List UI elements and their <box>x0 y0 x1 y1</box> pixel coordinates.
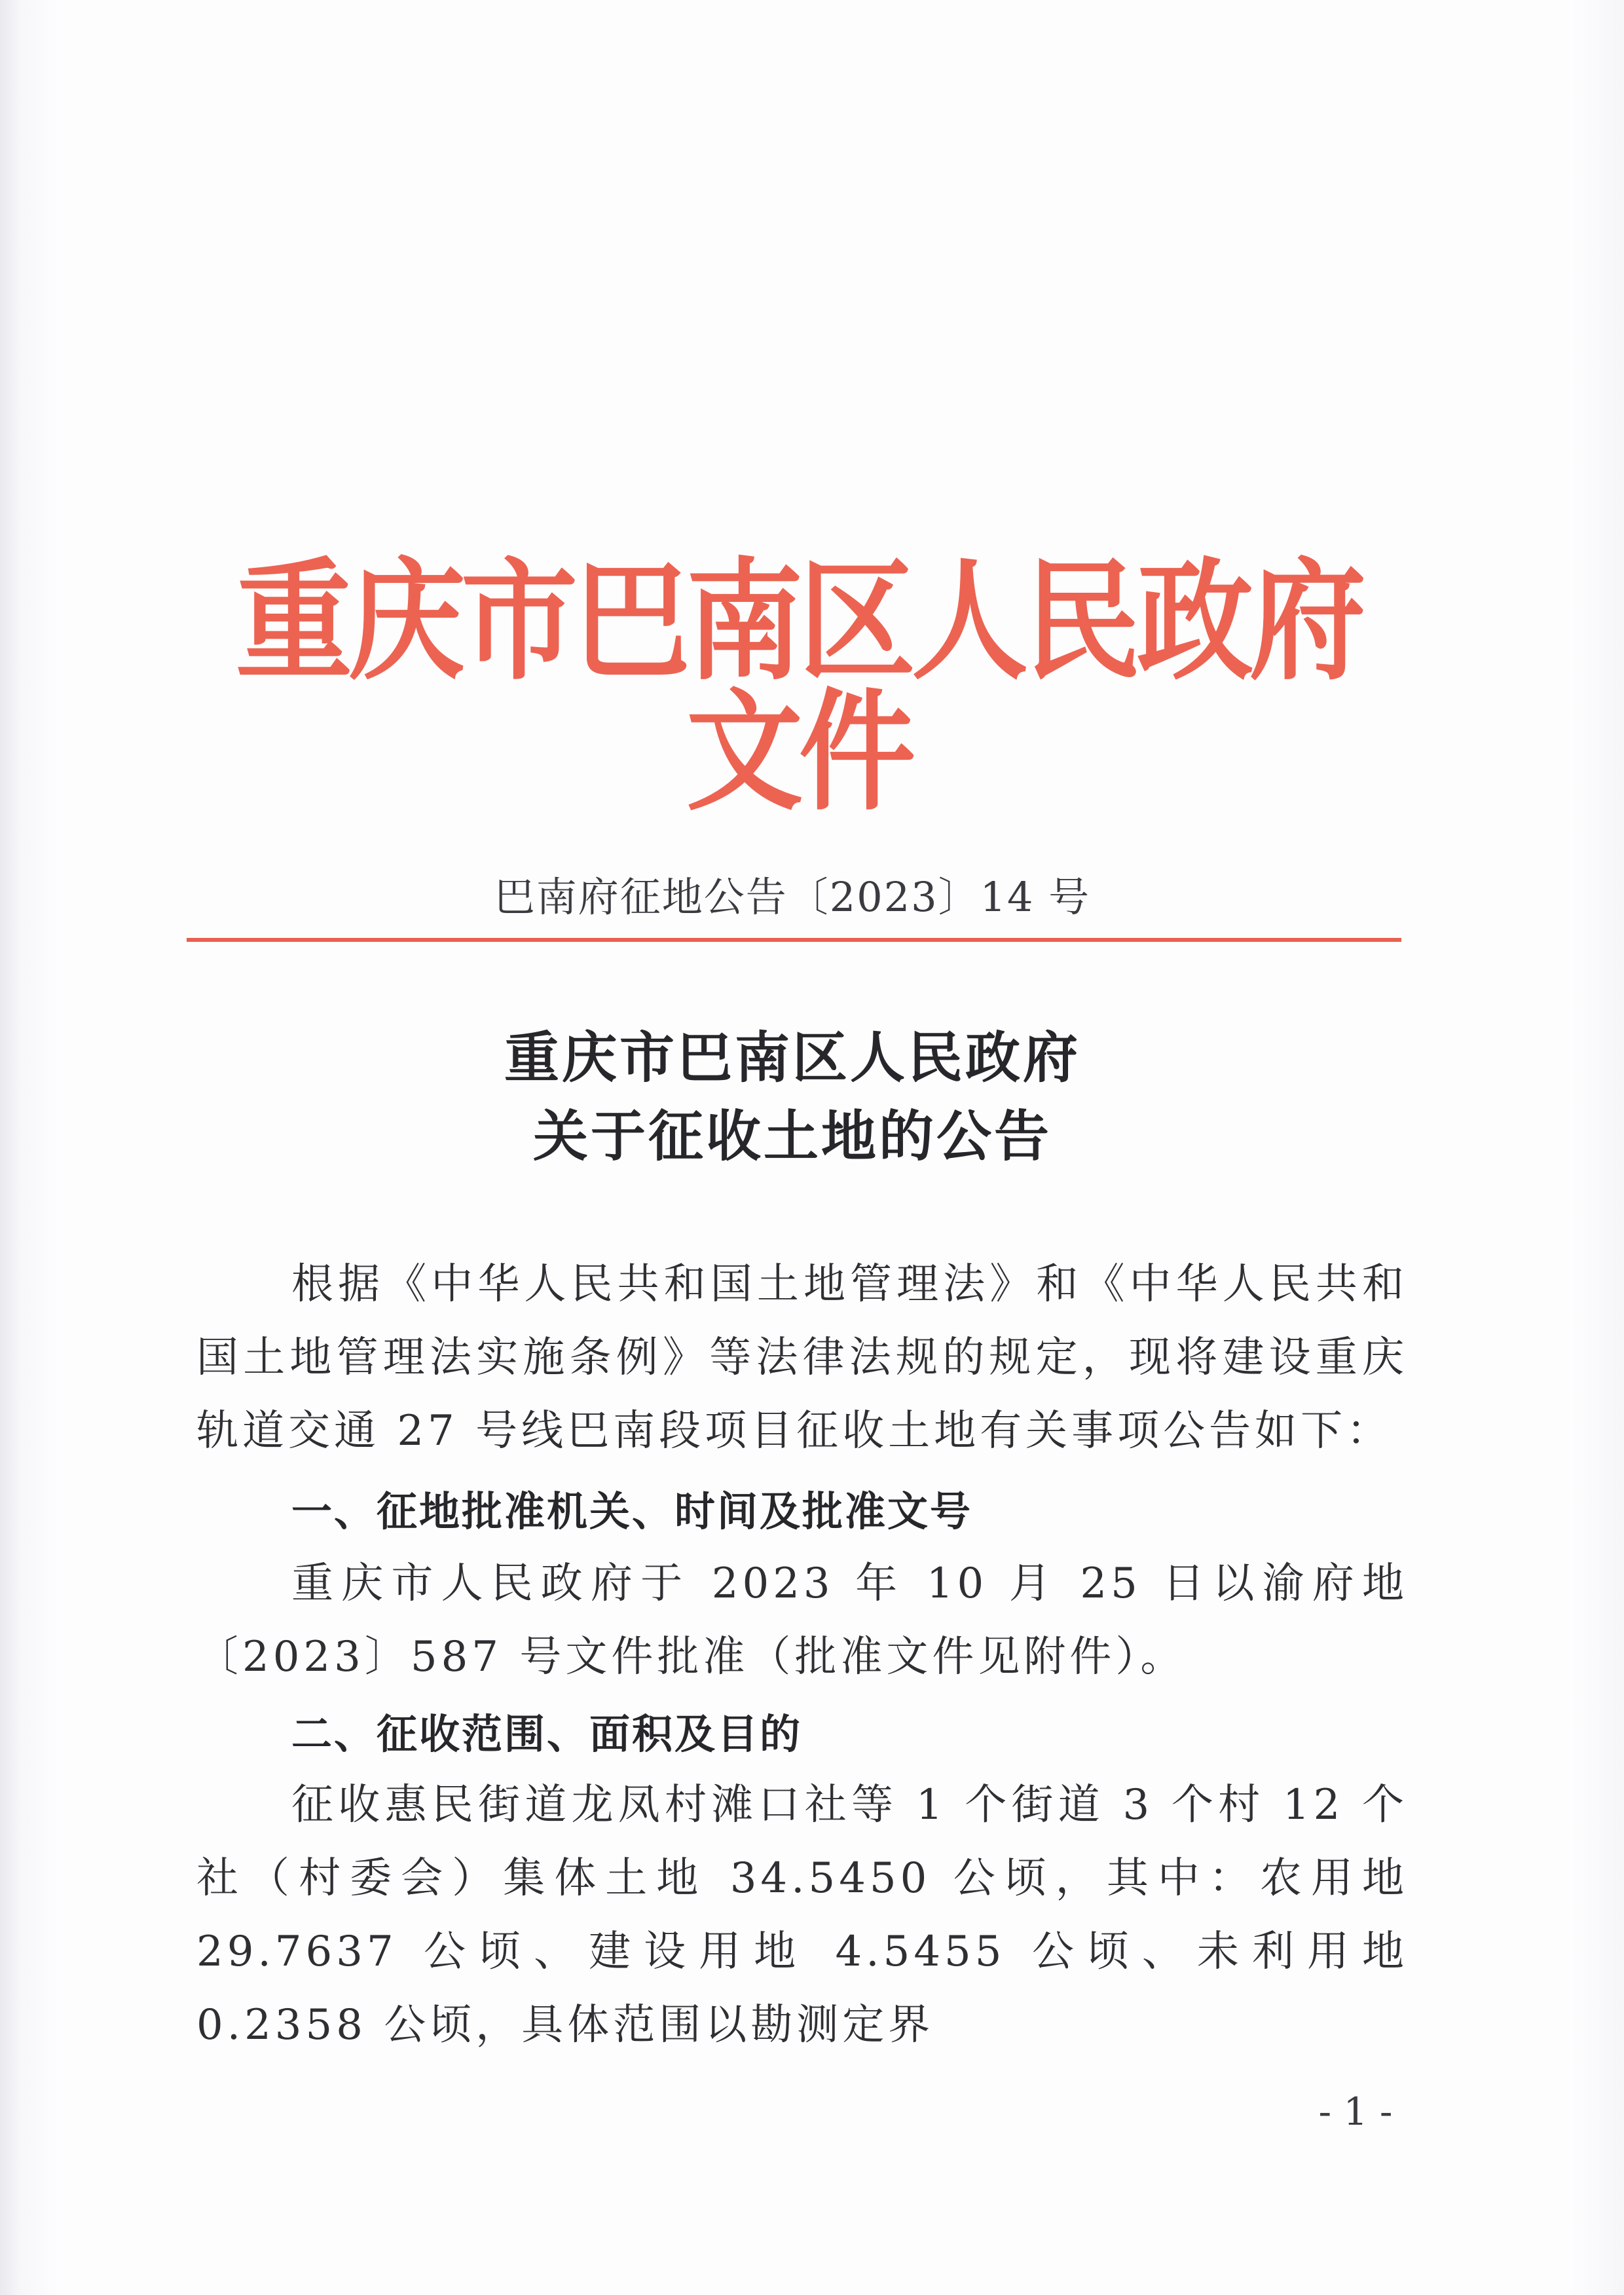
announcement-title-line-2: 关于征收土地的公告 <box>532 1104 1052 1168</box>
section-2-paragraph: 征收惠民街道龙凤村滩口社等 1 个街道 3 个村 12 个社（村委会）集体土地 34.5450 公顷，其中：农用地 29.7637 公顷、建设用地 4.5455 公顷、未利用地 0.2358 公顷，具体范围以勘测定界 <box>196 1781 1408 2049</box>
red-separator-line <box>187 938 1401 942</box>
document-masthead: 重庆市巴南区人民政府文件 <box>236 546 1362 829</box>
section-2-heading: 二、征收范围、面积及目的 <box>291 1710 803 1758</box>
section-1-paragraph: 重庆市人民政府于 2023 年 10 月 25 日以渝府地〔2023〕587 号文件批准（批准文件见附件）。 <box>196 1559 1408 1681</box>
intro-paragraph: 根据《中华人民共和国土地管理法》和《中华人民共和国土地管理法实施条例》等法律法规的规定，现将建设重庆轨道交通 27 号线巴南段项目征收土地有关事项公告如下： <box>196 1260 1408 1455</box>
section-1-heading: 一、征地批准机关、时间及批准文号 <box>291 1487 973 1535</box>
document-number: 巴南府征地公告〔2023〕14 号 <box>494 873 1091 921</box>
page-number: - 1 - <box>1318 2089 1393 2134</box>
announcement-title-line-1: 重庆市巴南区人民政府 <box>504 1026 1080 1090</box>
